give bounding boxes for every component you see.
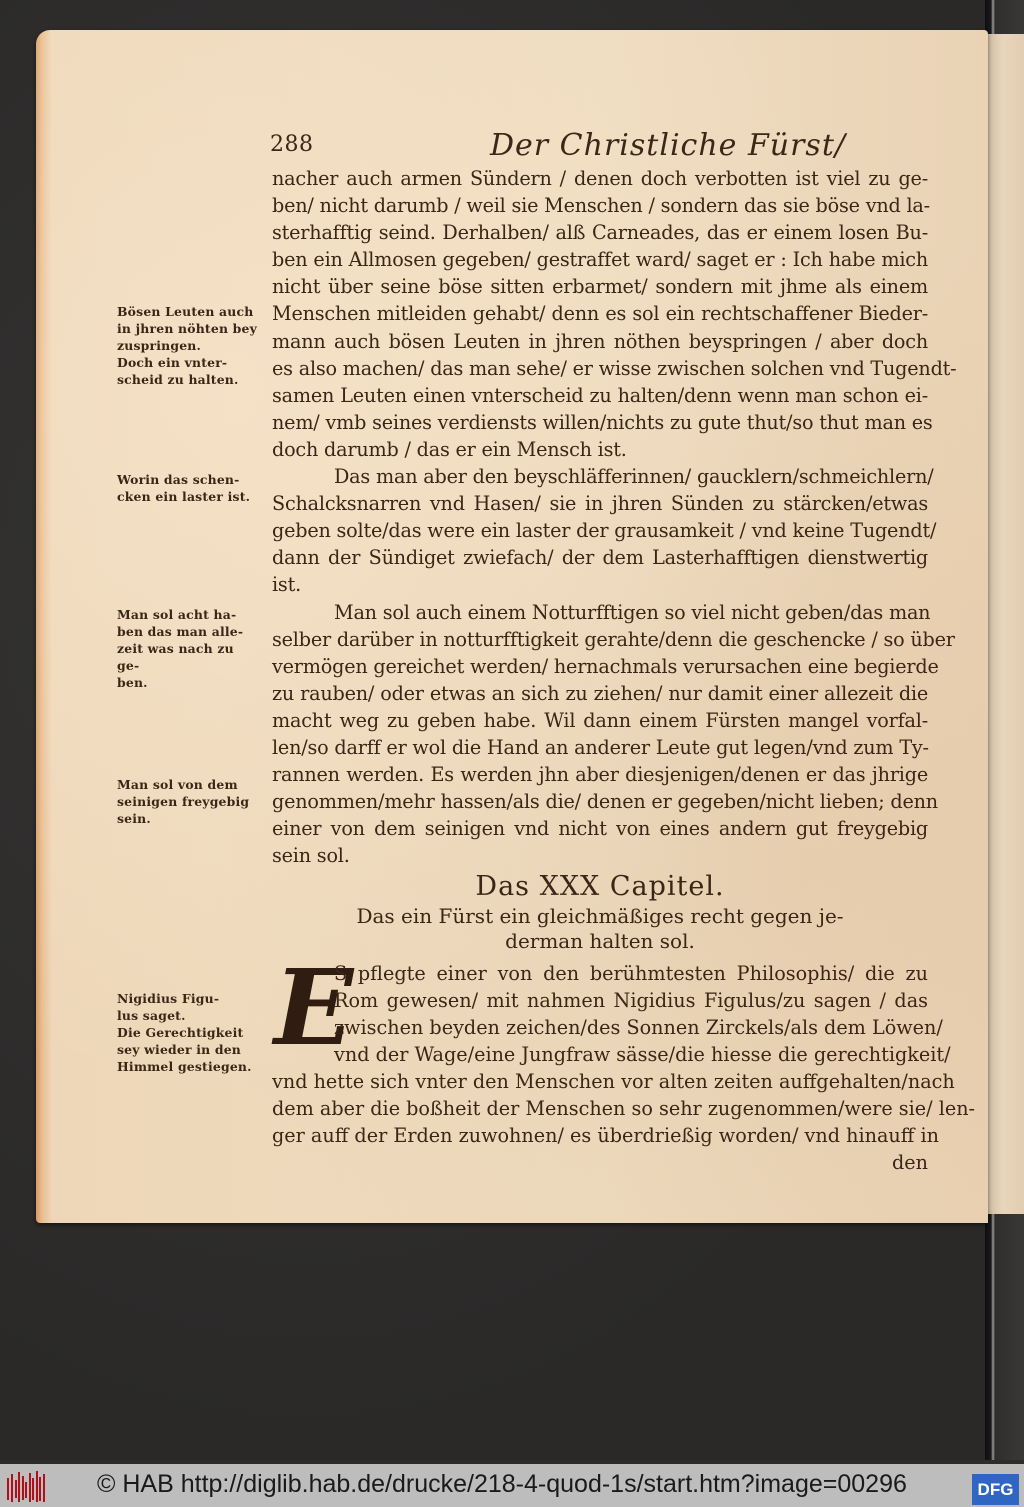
text-line: einer von dem seinigen vnd nicht von eines andern gut freygebig <box>272 817 928 841</box>
margin-note-line: Die Gerechtigkeit <box>117 1025 244 1040</box>
text-line: Schalcksnarren vnd Hasen/ sie in jhren Sünden zu stärcken/etwas <box>272 492 928 516</box>
footer-bar <box>0 1464 1024 1507</box>
copyright-url[interactable]: © HAB http://diglib.hab.de/drucke/218-4-quod-1s/start.htm?image=00296 <box>97 1470 907 1498</box>
margin-note-line: Doch ein vnter- <box>117 355 228 370</box>
margin-note-line: in jhren nöhten bey <box>117 321 258 336</box>
text-line: nicht über seine böse sitten erbarmet/ sondern mit jhme als einem <box>272 275 928 299</box>
text-line: macht weg zu geben habe. Wil dann einem Fürsten mangel vorfal- <box>272 708 928 732</box>
text-line: ger auff der Erden zuwohnen/ es überdrießig worden/ vnd hinauff in <box>272 1124 939 1147</box>
margin-note-line: Worin das schen- <box>117 472 240 487</box>
text-line: dem aber die boßheit der Menschen so sehr zugenommen/were sie/ len- <box>272 1097 976 1120</box>
text-line: Man sol auch einem Notturfftigen so viel nicht geben/das man <box>334 600 931 624</box>
dfg-logo-icon[interactable]: DFG <box>972 1474 1019 1505</box>
margin-note <box>117 303 257 388</box>
margin-note-line: Man sol acht ha- <box>117 607 237 622</box>
text-line: zu rauben/ oder etwas an sich zu ziehen/ nur damit einer allezeit die <box>272 681 928 705</box>
text-line: doch darumb / das er ein Mensch ist. <box>272 437 627 461</box>
text-line: nem/ vmb seines verdiensts willen/nichts zu gute thut/so thut man es <box>272 410 933 434</box>
margin-note-line: seinigen freygebig <box>117 794 250 809</box>
text-line: dann der Sündiget zwiefach/ der dem Lasterhafftigen dienstwertig <box>272 546 928 570</box>
text-line: mann auch bösen Leuten in jhren nöthen beyspringen / aber doch <box>272 329 928 353</box>
text-line: sterhafftig seind. Derhalben/ alß Carneades, das er einem losen Bu- <box>272 221 928 245</box>
chapter-text <box>272 946 976 1176</box>
text-line: vnd der Wage/eine Jungfraw sässe/die hiesse die gerechtigkeit/ <box>334 1043 951 1066</box>
text-line: zwischen beyden zeichen/des Sonnen Zirckels/als dem Löwen/ <box>334 1016 943 1039</box>
margin-note-line: Man sol von dem <box>117 777 238 792</box>
text-line: Rom gewesen/ mit nahmen Nigidius Figulus/zu sagen / das <box>334 989 928 1012</box>
facing-page-edge <box>988 34 1024 1214</box>
text-line: ben/ nicht darumb / weil sie Menschen / sondern das sie böse vnd la- <box>272 194 930 218</box>
text-line: ist. <box>272 573 301 597</box>
margin-note-line: sey wieder in den <box>117 1042 242 1057</box>
text-line: vermögen gereichet werden/ hernachmals verursachen eine begierde <box>272 654 939 678</box>
margin-note-line: Nigidius Figu- <box>117 991 220 1006</box>
margin-note-line: ben. <box>117 675 148 690</box>
text-line: sein sol. <box>272 844 350 868</box>
text-line: rannen werden. Es werden jhn aber diesjenigen/denen er das jhrige <box>272 763 928 787</box>
text-line: S pflegte einer von den berühmtesten Philosophis/ die zu <box>334 962 928 985</box>
text-line: ben ein Allmosen gegeben/ gestraffet ward/ saget er : Ich habe mich <box>272 248 928 272</box>
chapter-title: Das XXX Capitel. <box>475 871 725 902</box>
margin-note-line: Bösen Leuten auch <box>117 304 254 319</box>
margin-note <box>117 606 257 691</box>
text-line: vnd hette sich vnter den Menschen vor alten zeiten auffgehalten/nach <box>272 1070 955 1093</box>
margin-note-line: ben das man alle- <box>117 624 244 639</box>
running-title: Der Christliche Fürst/ <box>490 128 846 163</box>
chapter-subtitle-line: Das ein Fürst ein gleichmäßiges recht gegen je- <box>356 904 844 928</box>
margin-note <box>117 990 257 1075</box>
margin-note-line: scheid zu halten. <box>117 372 239 387</box>
text-line: genommen/mehr hassen/als die/ denen er gegeben/nicht lieben; denn <box>272 790 938 814</box>
hab-logo-icon[interactable] <box>6 1468 46 1504</box>
page-number: 288 <box>270 132 314 157</box>
catchword: den <box>892 1151 928 1174</box>
drop-cap-initial: E <box>274 946 354 1069</box>
margin-note <box>117 776 257 827</box>
margin-note <box>117 471 257 505</box>
margin-note-line: Himmel gestiegen. <box>117 1059 252 1074</box>
text-line: geben solte/das were ein laster der grausamkeit / vnd keine Tugendt/ <box>272 519 937 543</box>
running-head <box>270 128 930 168</box>
chapter-subtitle-line: derman halten sol. <box>505 929 695 953</box>
text-line: es also machen/ das man sehe/ er wisse zwischen solchen vnd Tugendt- <box>272 356 957 380</box>
text-line: nacher auch armen Sündern / denen doch verbotten ist viel zu ge- <box>272 167 928 190</box>
chapter-heading <box>272 870 928 954</box>
text-line: selber darüber in notturfftigkeit gerahte/denn die geschencke / so über <box>272 627 955 651</box>
margin-note-line: lus saget. <box>117 1008 186 1023</box>
margin-note-line: zeit was nach zu ge- <box>117 641 234 673</box>
margin-note-line: cken ein laster ist. <box>117 489 251 504</box>
text-line: samen Leuten einen vnterscheid zu halten/denn wenn man schon ei- <box>272 383 928 407</box>
body-text <box>272 165 957 869</box>
margin-note-line: zuspringen. <box>117 338 201 353</box>
text-line: Menschen mitleiden gehabt/ denn es sol ein rechtschaffener Bieder- <box>272 302 928 326</box>
margin-note-line: sein. <box>117 811 151 826</box>
text-line: Das man aber den beyschläfferinnen/ gaucklern/schmeichlern/ <box>334 465 934 489</box>
text-line: len/so darff er wol die Hand an anderer Leute gut legen/vnd zum Ty- <box>272 735 929 759</box>
